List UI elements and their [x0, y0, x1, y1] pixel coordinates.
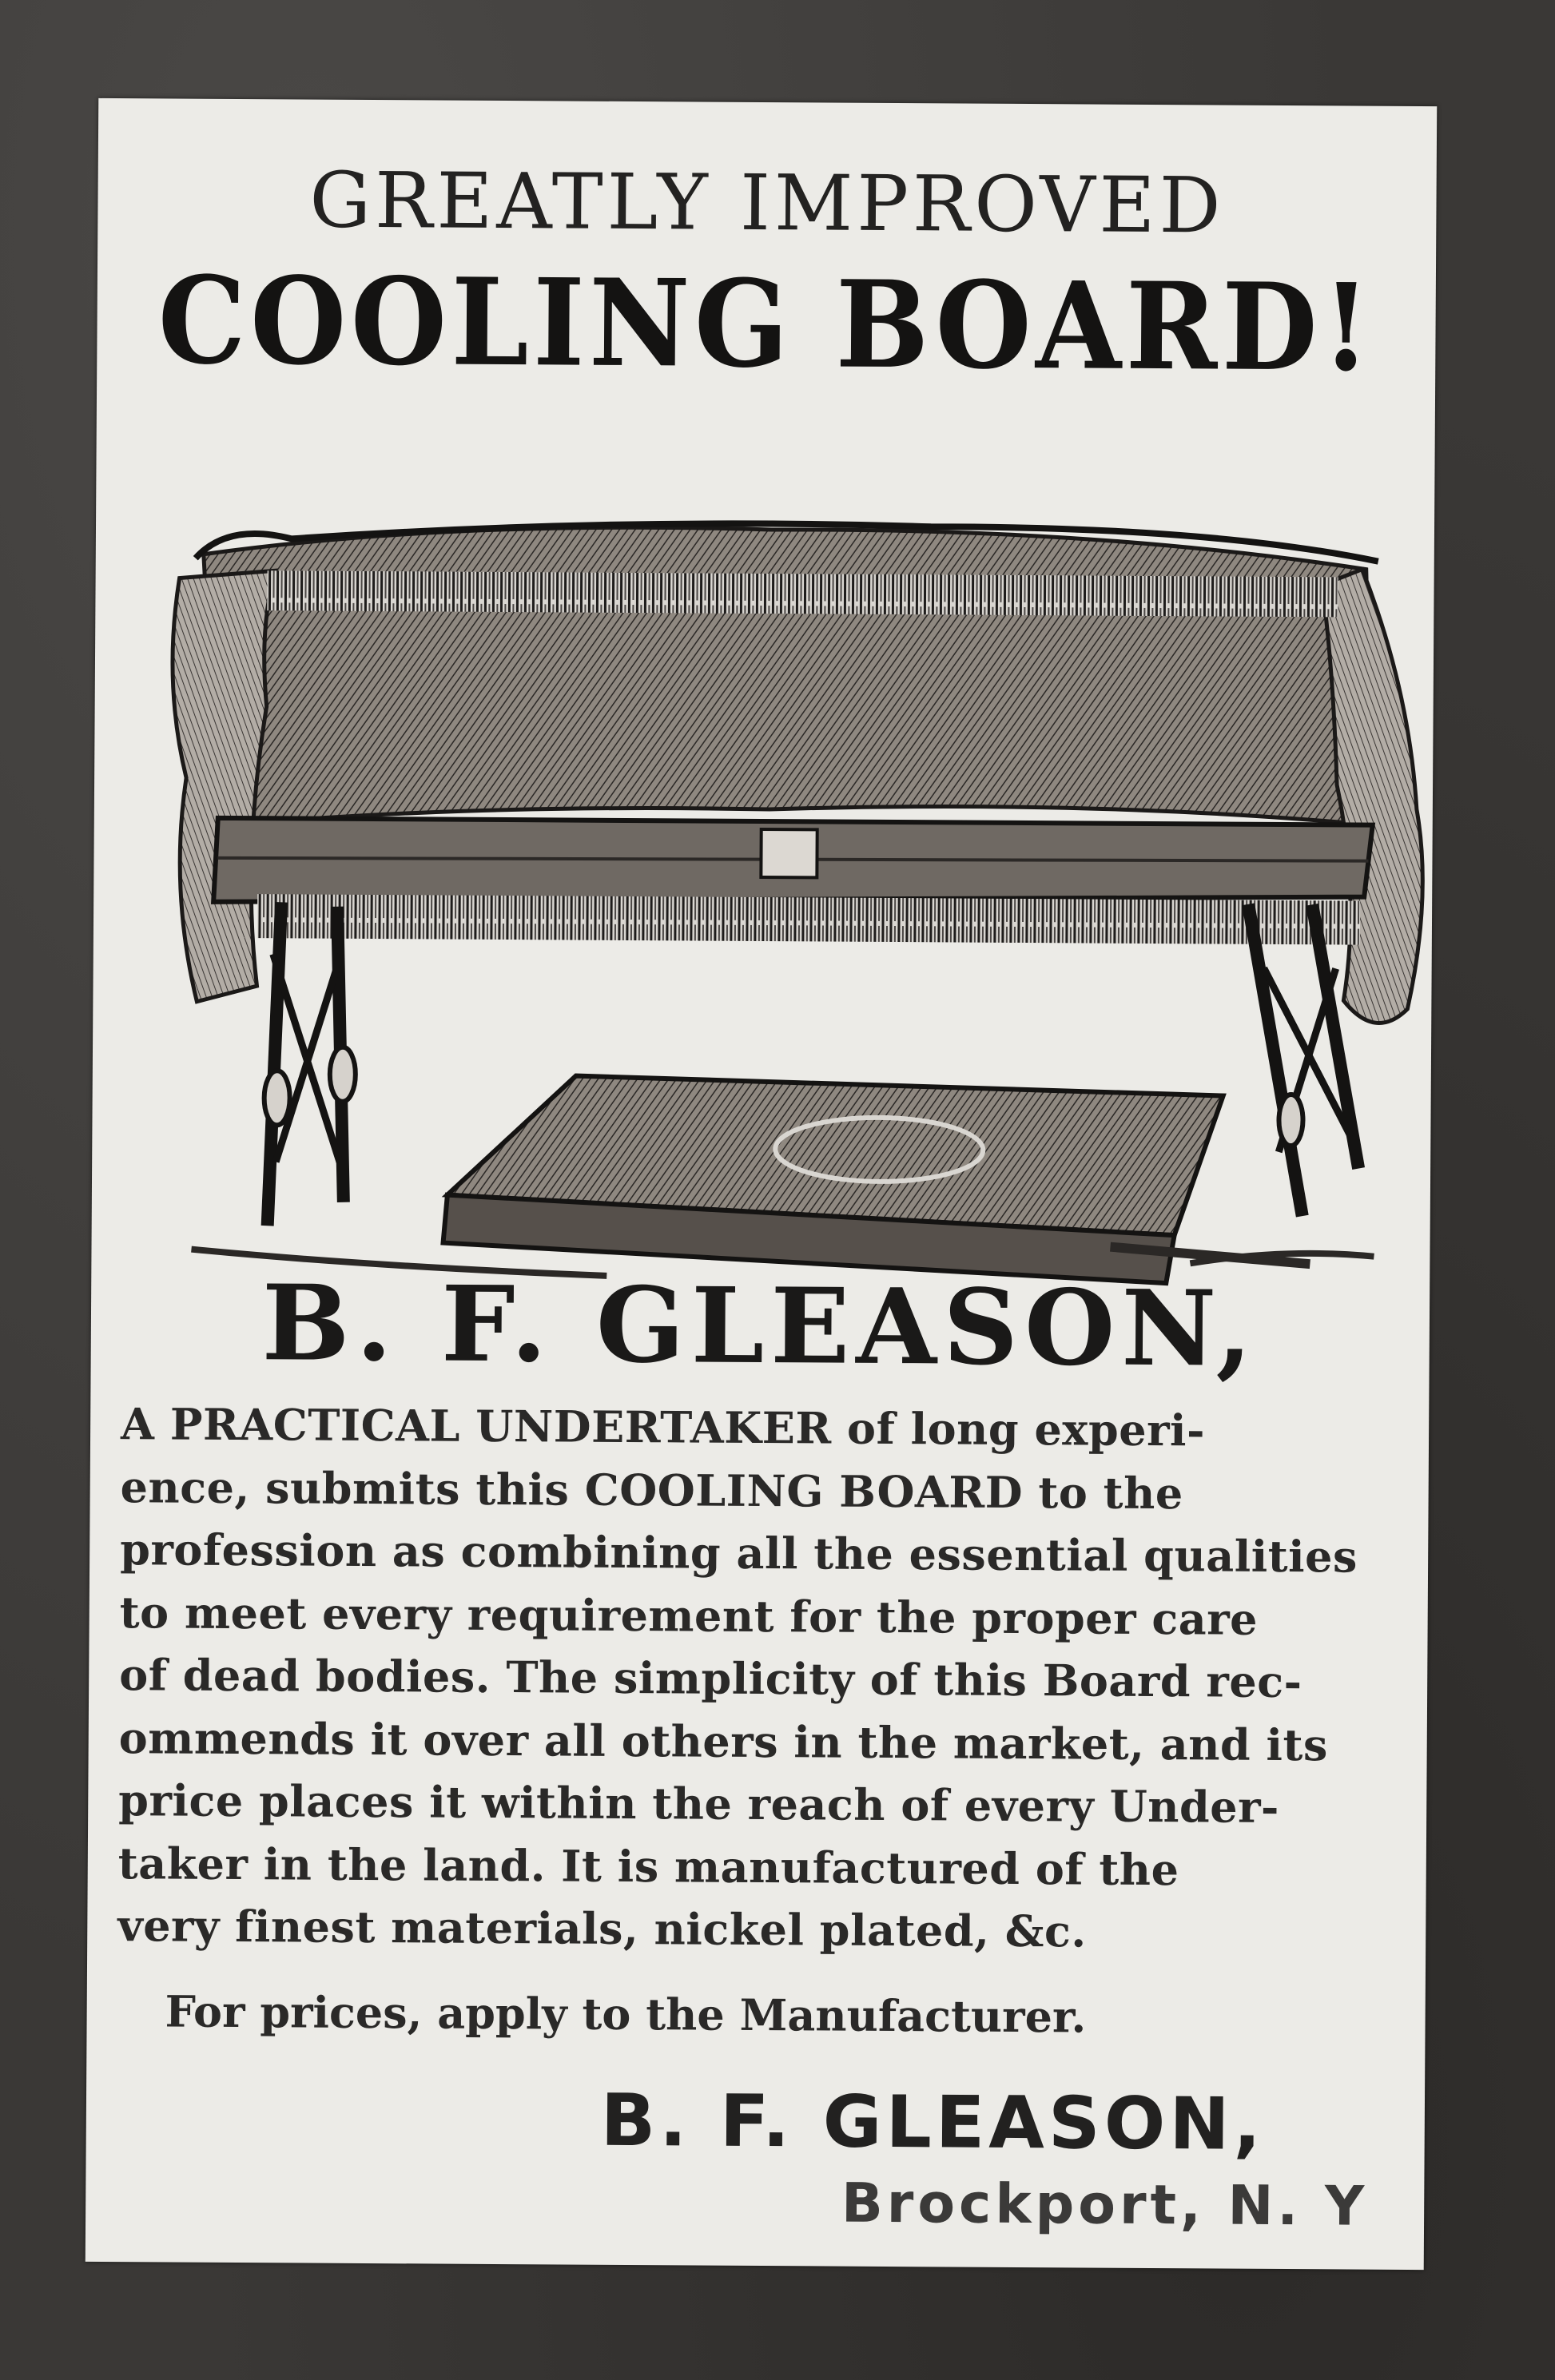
merchant-heading: B. F. GLEASON, [261, 1262, 1259, 1390]
cooling-board-illustration [127, 442, 1431, 1345]
location: Brockport, N. Y [841, 2171, 1369, 2239]
body-line: profession as combining all the essential qualities [119, 1524, 1358, 1583]
body-line: very finest materials, nickel plated, &c. [117, 1900, 1087, 1957]
body-line: ence, submits this COOLING BOARD to the [120, 1460, 1183, 1519]
call-to-action: For prices, apply to the Manufacturer. [165, 1985, 1087, 2043]
body-line: ommends it over all others in the market, and its [118, 1711, 1329, 1770]
ad-subtitle: GREATLY IMPROVED [309, 155, 1225, 251]
body-line: of dead bodies. The simplicity of this Board rec- [119, 1649, 1302, 1708]
ad-body [117, 1393, 1415, 1965]
body-line: A PRACTICAL UNDERTAKER of long experi- [120, 1398, 1206, 1456]
body-line: price places it within the reach of every Under- [118, 1774, 1280, 1833]
ad-title: COOLING BOARD! [157, 250, 1375, 399]
advertisement-card [86, 98, 1438, 2270]
signature: B. F. GLEASON, [600, 2078, 1266, 2167]
body-line: taker in the land. It is manufactured of the [117, 1837, 1179, 1895]
body-line: to meet every requirement for the proper care [119, 1586, 1259, 1645]
